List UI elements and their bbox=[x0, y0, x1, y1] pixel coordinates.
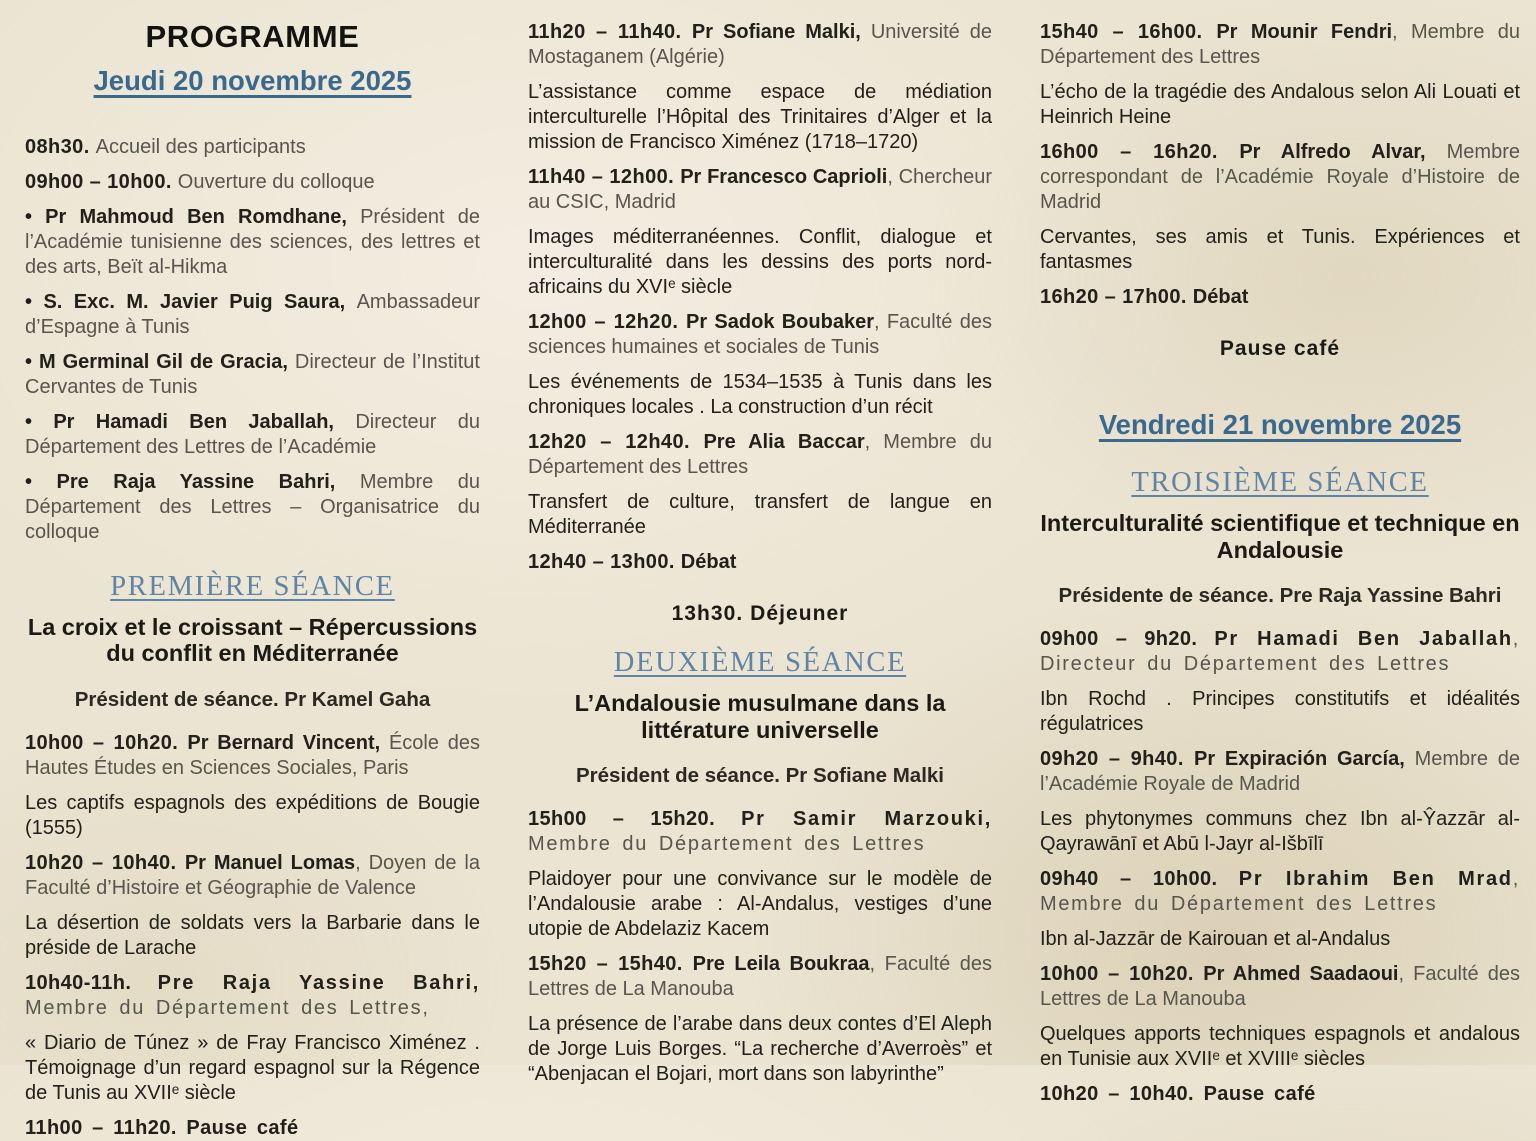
time-range: 15h40 – 16h00. bbox=[1040, 21, 1217, 43]
time-range: 15h00 – 15h20. bbox=[528, 807, 742, 830]
schedule-entry bbox=[1040, 20, 1520, 70]
time-range: 10h00 – 10h20. bbox=[25, 731, 188, 754]
affiliation: Membre du Département des Lettres – Organisatrice du colloque bbox=[25, 471, 480, 544]
text: Les événements de 1534–1535 à Tunis dans les chroniques locales . La construction d’un récit bbox=[528, 371, 992, 418]
bullet-point: • bbox=[25, 351, 39, 374]
text: L’assistance comme espace de médiation interculturelle l’Hôpital des Trinitaires d’Alger et la mission de Francisco Ximénez (1718–1720) bbox=[528, 81, 992, 153]
talk-title bbox=[1040, 687, 1520, 737]
schedule-entry bbox=[25, 470, 480, 545]
talk-title bbox=[25, 911, 480, 961]
time-range: 09h00 – 10h00. bbox=[25, 171, 178, 194]
column-1 bbox=[25, 20, 480, 1141]
schedule-entry bbox=[25, 731, 480, 781]
text: Cervantes, ses amis et Tunis. Expériences et fantasmes bbox=[1040, 226, 1520, 273]
speaker-name: Débat bbox=[1192, 286, 1249, 308]
affiliation: , Membre du Département des Lettres bbox=[1040, 21, 1520, 68]
schedule-entry bbox=[1040, 1082, 1520, 1107]
talk-title bbox=[528, 80, 992, 155]
schedule-entry bbox=[1040, 867, 1520, 917]
talk-title bbox=[528, 1012, 992, 1087]
text: Transfert de culture, transfert de langue en Méditerranée bbox=[528, 491, 992, 538]
schedule-entry bbox=[528, 20, 992, 70]
affiliation: , Faculté des sciences humaines et sociales de Tunis bbox=[528, 311, 992, 358]
time-range: 12h00 – 12h20. bbox=[528, 311, 686, 333]
text: L’écho de la tragédie des Andalous selon Ali Louati et Heinrich Heine bbox=[1040, 81, 1520, 128]
affiliation: Membre correspondant de l’Académie Royale d’Histoire de Madrid bbox=[1040, 141, 1520, 213]
affiliation: Ambassadeur d’Espagne à Tunis bbox=[25, 291, 480, 339]
talk-title bbox=[25, 791, 480, 841]
affiliation: Membre de l’Académie Royale de Madrid bbox=[1040, 747, 1520, 795]
speaker-name: Pr Ibrahim Ben Mrad bbox=[1238, 867, 1513, 890]
schedule-entry bbox=[25, 135, 480, 160]
talk-title bbox=[1040, 927, 1520, 952]
text: « Diario de Túnez » de Fray Francisco Ximénez . Témoignage d’un regard espagnol sur la Régence de Tunis au XVIIᵉ siècle bbox=[25, 1031, 480, 1104]
time-range: 10h40-11h. bbox=[25, 971, 158, 994]
speaker-name: Pr Expiración García, bbox=[1193, 747, 1415, 770]
schedule-entry bbox=[25, 410, 480, 460]
talk-title bbox=[1040, 1022, 1520, 1072]
session-heading: TROISIÈME SÉANCE bbox=[1131, 467, 1429, 499]
talk-title bbox=[25, 1031, 480, 1106]
time-range: 09h40 – 10h00. bbox=[1040, 867, 1239, 890]
speaker-name: Pr Sofiane Malki, bbox=[691, 21, 871, 43]
schedule-entry bbox=[25, 851, 480, 901]
bullet-point: • bbox=[25, 411, 54, 434]
session-heading: DEUXIÈME SÉANCE bbox=[613, 647, 907, 679]
speaker-name: Pre Alia Baccar bbox=[703, 431, 865, 453]
column-2 bbox=[528, 20, 992, 1141]
affiliation: Membre du Département des Lettres, bbox=[25, 996, 430, 1019]
time-range: 08h30. bbox=[25, 136, 96, 159]
schedule-entry bbox=[528, 310, 992, 360]
speaker-name: Pr Hamadi Ben Jaballah, bbox=[53, 411, 356, 434]
speaker-name: Pre Raja Yassine Bahri, bbox=[157, 971, 481, 994]
affiliation: , Directeur du Département des Lettres bbox=[1040, 627, 1520, 675]
speaker-name: Pre Leila Boukraa bbox=[692, 952, 870, 975]
bullet-point: • bbox=[25, 206, 46, 229]
text: Ibn al-Jazzār de Kairouan et al-Andalus bbox=[1040, 927, 1391, 950]
talk-title bbox=[1040, 80, 1520, 130]
affiliation: , Faculté des Lettres de La Manouba bbox=[528, 952, 992, 1000]
session-topic: L’Andalousie musulmane dans la littérature universelle bbox=[574, 690, 946, 743]
time-range: 09h00 – 9h20. bbox=[1040, 627, 1215, 650]
programme-title: PROGRAMME bbox=[145, 19, 360, 54]
schedule-entry bbox=[25, 971, 480, 1021]
text: Images méditerranéennes. Conflit, dialogue et interculturalité dans les dessins des ports nord-africains du XVIᵉ siècle bbox=[528, 226, 992, 298]
time-range: 11h00 – 11h20. Pause café bbox=[25, 1116, 299, 1139]
speaker-name: Pre Raja Yassine Bahri, bbox=[56, 471, 360, 494]
session-topic: Interculturalité scientifique et technique en Andalousie bbox=[1040, 510, 1520, 563]
session-chair: Président de séance. Pr Kamel Gaha bbox=[74, 687, 431, 711]
session-topic: La croix et le croissant – Répercussions du conflit en Méditerranée bbox=[27, 613, 478, 667]
schedule-entry bbox=[25, 1116, 480, 1141]
text: Ibn Rochd . Principes constitutifs et idéalités régulatrices bbox=[1040, 687, 1520, 735]
affiliation: , Membre du Département des Lettres bbox=[528, 431, 992, 478]
schedule-entry bbox=[25, 205, 480, 280]
date-heading: Jeudi 20 novembre 2025 bbox=[93, 65, 412, 97]
bullet-point: • bbox=[25, 471, 57, 494]
schedule-entry bbox=[1040, 285, 1520, 310]
text: Les captifs espagnols des expéditions de Bougie (1555) bbox=[25, 791, 480, 839]
schedule-entry bbox=[528, 430, 992, 480]
speaker-name: Pr Samir Marzouki, bbox=[741, 807, 992, 830]
affiliation: Accueil des participants bbox=[95, 136, 306, 159]
talk-title bbox=[528, 370, 992, 420]
affiliation: Directeur de l’Institut Cervantes de Tunis bbox=[25, 351, 480, 399]
time-range: 16h20 – 17h00. bbox=[1040, 286, 1193, 308]
schedule-entry bbox=[25, 290, 480, 340]
affiliation: Université de Mostaganem (Algérie) bbox=[528, 21, 993, 68]
speaker-name: M Germinal Gil de Gracia, bbox=[38, 351, 295, 374]
time-range: 10h00 – 10h20. bbox=[1040, 962, 1204, 985]
schedule-entry bbox=[528, 952, 992, 1002]
speaker-name: Pr Ahmed Saadaoui bbox=[1203, 962, 1399, 985]
time-range: 12h20 – 12h40. bbox=[528, 431, 704, 453]
time-range: 12h40 – 13h00. bbox=[528, 551, 681, 573]
speaker-name: Débat bbox=[680, 551, 737, 573]
schedule-entry bbox=[25, 170, 480, 195]
affiliation: Ouverture du colloque bbox=[177, 171, 375, 194]
speaker-name: Pr Mahmoud Ben Romdhane, bbox=[45, 206, 361, 229]
text: Plaidoyer pour une convivance sur le modèle de l’Andalousie arabe : Al-Andalus, vestiges d’une utopie de Abdelaziz Kacem bbox=[528, 867, 992, 940]
meal-break: 13h30. Déjeuner bbox=[671, 602, 849, 625]
affiliation: , Doyen de la Faculté d’Histoire et Géographie de Valence bbox=[25, 851, 480, 899]
text: Les phytonymes communs chez Ibn al-Ŷazzār al-Qayrawānī et Abū l-Jayr al-Išbīlī bbox=[1040, 807, 1520, 855]
date-heading: Vendredi 21 novembre 2025 bbox=[1098, 409, 1462, 441]
affiliation: , Chercheur au CSIC, Madrid bbox=[528, 166, 992, 213]
talk-title bbox=[528, 490, 992, 540]
schedule-entry bbox=[528, 165, 992, 215]
time-range: 15h20 – 15h40. bbox=[528, 952, 693, 975]
speaker-name: Pr Alfredo Alvar, bbox=[1239, 141, 1447, 163]
affiliation: Membre du Département des Lettres bbox=[528, 832, 926, 855]
speaker-name: S. Exc. M. Javier Puig Saura, bbox=[43, 291, 357, 314]
affiliation: , Membre du Département des Lettres bbox=[1040, 867, 1520, 915]
schedule-entry bbox=[1040, 627, 1520, 677]
time-range: 16h00 – 16h20. bbox=[1040, 141, 1240, 163]
time-range: 10h20 – 10h40. Pause café bbox=[1040, 1082, 1316, 1105]
talk-title bbox=[1040, 225, 1520, 275]
affiliation: , Faculté des Lettres de La Manouba bbox=[1040, 962, 1520, 1010]
speaker-name: Pr Mounir Fendri bbox=[1216, 21, 1393, 43]
text: Quelques apports techniques espagnols et andalous en Tunisie aux XVIIᵉ et XVIIIᵉ siècles bbox=[1040, 1022, 1520, 1070]
schedule-entry bbox=[528, 807, 992, 857]
session-chair: Président de séance. Pr Sofiane Malki bbox=[575, 764, 944, 788]
affiliation: École des Hautes Études en Sciences Sociales, Paris bbox=[25, 731, 480, 779]
talk-title bbox=[528, 867, 992, 942]
session-heading: PREMIÈRE SÉANCE bbox=[110, 571, 395, 603]
time-range: 09h20 – 9h40. bbox=[1040, 747, 1194, 770]
time-range: 11h40 – 12h00. bbox=[528, 166, 681, 188]
time-range: 10h20 – 10h40. bbox=[25, 851, 185, 874]
speaker-name: Pr Manuel Lomas bbox=[184, 851, 356, 874]
affiliation: Directeur du Département des Lettres de l’Académie bbox=[25, 411, 481, 459]
speaker-name: Pr Bernard Vincent, bbox=[187, 731, 389, 754]
text: La désertion de soldats vers la Barbarie dans le préside de Larache bbox=[25, 911, 480, 959]
column-3 bbox=[1040, 20, 1520, 1141]
session-chair: Présidente de séance. Pre Raja Yassine Bahri bbox=[1058, 584, 1502, 608]
speaker-name: Pr Francesco Caprioli bbox=[680, 166, 888, 188]
time-range: 11h20 – 11h40. bbox=[528, 21, 692, 43]
affiliation: Président de l’Académie tunisienne des sciences, des lettres et des arts, Beït al-Hikma bbox=[25, 206, 481, 279]
speaker-name: Pr Sadok Boubaker bbox=[686, 311, 874, 333]
schedule-entry bbox=[1040, 747, 1520, 797]
bullet-point: • bbox=[25, 291, 44, 314]
meal-break: Pause café bbox=[1219, 337, 1341, 360]
schedule-entry bbox=[25, 350, 480, 400]
schedule-entry bbox=[1040, 962, 1520, 1012]
text: La présence de l’arabe dans deux contes d’El Aleph de Jorge Luis Borges. “La recherche d’Averroès” et “Abenjacan el Bojari, mort dans son labyrinthe” bbox=[528, 1012, 992, 1085]
speaker-name: Pr Hamadi Ben Jaballah bbox=[1214, 627, 1513, 650]
talk-title bbox=[528, 225, 992, 300]
schedule-entry bbox=[528, 550, 992, 575]
schedule-entry bbox=[1040, 140, 1520, 215]
talk-title bbox=[1040, 807, 1520, 857]
